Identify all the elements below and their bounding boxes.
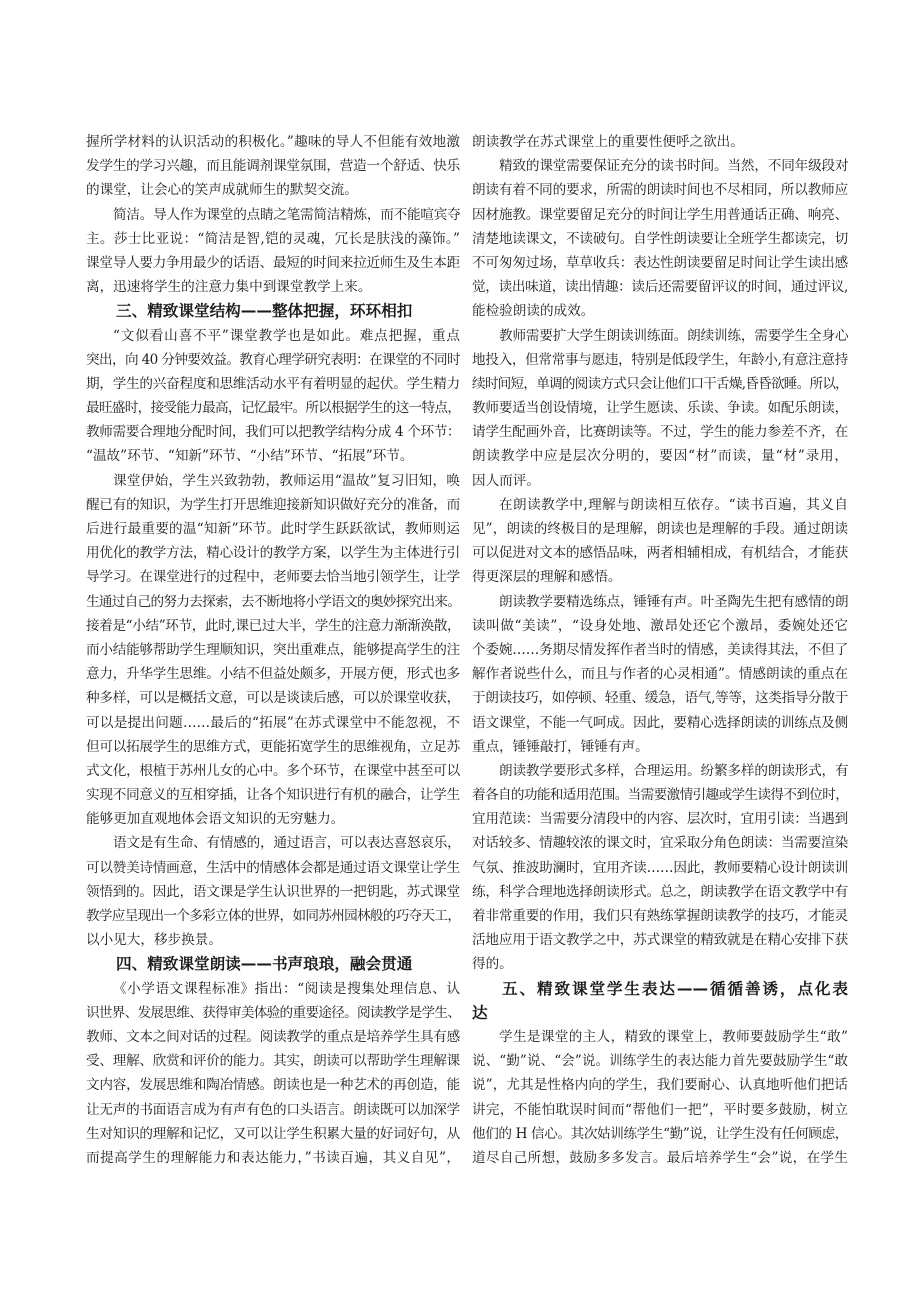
text-line: 在朗读教学中,理解与朗读相互依存。“读书百遍，其义自 xyxy=(499,496,848,513)
text-line: 朗读教学要精选练点，锤锤有声。叶圣陶先生把有感情的朗 xyxy=(499,593,848,610)
text-line: 导学习。在课堂进行的过程中，老师要去恰当地引领学生，让学 xyxy=(86,569,460,586)
text-line: 学生是课堂的主人，精致的课堂上，教师要鼓励学生“敢” xyxy=(499,1028,848,1045)
text-line: 五、精致课堂学生表达——循循善诱，点化表 xyxy=(502,979,848,998)
text-line: 离，迅速将学生的注意力集中到课堂教学上来。 xyxy=(86,279,372,296)
text-line: 领悟到的。因此，语文课是学生认识世界的一把钥匙，苏式课堂 xyxy=(86,883,460,900)
text-line: 着各自的功能和适用范围。当需要激情引趣或学生读得不到位时， xyxy=(472,787,848,804)
text-line: 而提高学生的理解能力和表达能力，”书读百遍，其义自见”， xyxy=(86,1149,460,1166)
text-line: 能检验朗读的成效。 xyxy=(472,303,595,320)
paragraph xyxy=(472,1025,848,1170)
text-line: 种多样，可以是概括文意，可以是谈读后感，可以於课堂收获， xyxy=(86,690,460,707)
text-line: 教学应呈现出一个多彩立体的世界，如同苏州园林般的巧夺天工， xyxy=(86,908,460,924)
paragraph xyxy=(86,831,460,952)
text-line: 文内容，发展思维和陶冶情感。朗读也是一种艺术的再创造，能 xyxy=(86,1077,460,1094)
text-line: 得更深层的理解和感悟。 xyxy=(472,569,622,586)
text-line: 可以赞美诗情画意，生活中的情感体会都是通过语文课堂让学生 xyxy=(86,859,460,876)
text-line: 实现不同意义的互相穿插，让各个知识进行有机的融合，让学生 xyxy=(86,787,460,804)
text-line: 突出，向 40 分钟要效益。教育心理学研究表明：在课堂的不同时 xyxy=(86,351,460,368)
text-line: 发学生的学习兴趣，而且能调剂课堂氛围，营造一个舒适、快乐 xyxy=(86,158,460,175)
text-line: 但可以拓展学生的思维方式，更能拓宽学生的思维视角，立足苏 xyxy=(86,738,460,755)
text-line: 说”，尤其是性格内向的学生，我们要耐心、认真地听他们把话 xyxy=(472,1077,848,1094)
text-line: 朗读教学中应是层次分明的，要因“材”而读，量“材”录用， xyxy=(472,448,848,465)
section-heading xyxy=(86,299,460,323)
text-line: 后进行最重要的温“知新”环节。此时学生跃跃欲试，教师则运 xyxy=(86,521,460,537)
text-line: 教师需要扩大学生朗读训练面。朗续训练，需要学生全身心 xyxy=(499,327,848,344)
text-line: 《小学语文课程标准》指出：“阅读是搜集处理信息、认 xyxy=(113,980,460,997)
text-line: 请学生配画外音，比赛朗读等。不过，学生的能力参差不齐，在 xyxy=(472,424,848,441)
text-line: 的课堂，让会心的笑声成就师生的默契交流。 xyxy=(86,182,358,199)
text-line: 语文课堂，不能一气呵成。因此，要精心选择朗读的训练点及侧 xyxy=(472,714,848,731)
text-line: 对话较多、情趣较浓的课文时，宜采取分角色朗读：当需要渲染 xyxy=(472,835,848,852)
text-line: 让无声的书面语言成为有声有色的口头语言。朗读既可以加深学 xyxy=(86,1101,460,1118)
text-line: 最旺盛时，接受能力最高，记忆最牢。所以根据学生的这一特点， xyxy=(86,400,460,417)
text-line: 达 xyxy=(472,1003,488,1022)
text-line: 读叫做“美读”，“设身处地、激昂处还它个激昂，委婉处还它 xyxy=(472,617,848,634)
text-line: 式文化，根植于苏州儿女的心中。多个环节，在课堂中甚至可以 xyxy=(86,762,460,779)
text-line: 于朗读技巧，如停顿、轻重、缓急，语气,等等，这类指导分散于 xyxy=(472,690,848,707)
text-line: 语文是有生命、有情感的，通过语言，可以表达喜怒哀乐， xyxy=(113,835,460,852)
text-line: 着非常重要的作用，我们只有熟练掌握朗读教学的技巧，才能灵 xyxy=(472,908,848,924)
paragraph xyxy=(86,469,460,832)
paragraph xyxy=(472,590,848,759)
text-line: 可以促进对文本的感悟品味，两者相辅相成，有机结合，才能获 xyxy=(472,545,848,562)
text-line: 课堂导人要力争用最少的话语、最短的时间来拉近师生及生本距 xyxy=(86,254,460,271)
text-line: 因人而评。 xyxy=(472,472,540,489)
text-line: 四、精致课堂朗读——书声琅琅，融会贯通 xyxy=(116,955,413,974)
text-line: 活地应用于语文教学之中，苏式课堂的精致就是在精心安排下获 xyxy=(472,932,848,949)
text-line: 个委婉……务期尽情发挥作者当时的情感，美读得其法，不但了 xyxy=(472,641,848,658)
text-line: 教师要适当创设情境，让学生愿读、乐读、争读。如配乐朗读， xyxy=(472,400,848,417)
text-line: “温故”环节、“知新”环节、“小结”环节、“拓展”环节。 xyxy=(86,448,414,465)
paragraph xyxy=(472,759,848,977)
text-line: 三、精致课堂结构——整体把握，环环相扣 xyxy=(116,302,413,321)
text-line: 道尽自己所想，鼓励多多发言。最后培养学生“会”说，在学生 xyxy=(472,1149,848,1166)
text-line: 说、“勤”说、“会”说。训练学生的表达能力首先要鼓励学生“敢 xyxy=(472,1053,848,1070)
text-line: 用优化的教学方法，精心设计的教学方案，以学生为主体进行引 xyxy=(86,545,460,562)
text-line: 精致的课堂需要保证充分的读书时间。当然，不同年级段对 xyxy=(499,158,848,175)
text-line: 接着是“小结”环节，此时,课已过大半，学生的注意力渐渐涣散， xyxy=(86,617,460,634)
paragraph xyxy=(86,203,460,300)
text-line: 地投入，但常常事与愿违，特别是低段学生，年龄小,有意注意持 xyxy=(472,351,848,368)
text-line: 期，学生的兴奋程度和思维活动水平有着明显的起伏。学生精力 xyxy=(86,375,460,392)
text-line: 醒已有的知识，为学生打开思维迎接新知识做好充分的准备，而 xyxy=(86,496,460,513)
text-line: 不可匆匆过场，草草收兵：表达性朗读要留足时间让学生读出感 xyxy=(472,254,848,271)
text-line: 教师需要合理地分配时间，我们可以把教学结构分成 4 个环节： xyxy=(86,424,460,441)
text-line: 因材施教。课堂要留足充分的时间让学生用普通话正确、响亮、 xyxy=(472,206,848,223)
text-line: 教师、文本之间对话的过程。阅读教学的重点是培养学生具有感 xyxy=(86,1028,460,1045)
paragraph xyxy=(472,493,848,590)
paragraph xyxy=(86,130,460,203)
text-line: 练，科学合理地选择朗读形式。总之，朗读教学在语文教学中有 xyxy=(472,883,848,900)
section-heading xyxy=(472,977,848,1025)
text-line: 觉，读出味道，读出情趣：读后还需要留评议的时间，通过评议, xyxy=(472,279,848,296)
text-line: 得的。 xyxy=(472,956,513,973)
text-line: 能够更加直观地体会语文知识的无穷魅力。 xyxy=(86,811,345,828)
text-line: 续时间短，单调的阅读方式只会让他们口干舌燥,昏昏欲睡。所以， xyxy=(472,375,848,392)
right-column xyxy=(472,130,848,1170)
text-line: 意力，升华学生思维。小结不但益处颇多，开展方便，形式也多 xyxy=(86,666,460,683)
text-line: 重点，锤锤敲打，锤锤有声。 xyxy=(472,738,649,755)
text-line: 以小见大，移步换景。 xyxy=(86,932,222,949)
text-line: 主。莎士比亚说：“简洁是智,铠的灵魂，冗长是肤浅的藻饰。” xyxy=(86,230,460,247)
text-line: 课堂伊始，学生兴致勃勃，教师运用“温故”复习旧知，唤 xyxy=(113,472,460,489)
text-line: 气氛、推波助澜时，宜用齐读……因此，教师要精心设计朗读训 xyxy=(472,859,848,876)
text-line: 识世界、发展思维、获得审美体验的重要途径。阅读教学是学生、 xyxy=(86,1004,460,1021)
left-column xyxy=(86,130,460,1170)
text-line: 朗读教学要形式多样，合理运用。纷繁多样的朗读形式，有 xyxy=(499,762,848,779)
text-line: 简洁。导人作为课堂的点睛之笔需简洁精炼，而不能喧宾夺 xyxy=(113,206,460,223)
text-line: 握所学材料的认识活动的积极化。”趣味的导人不但能有效地激 xyxy=(86,134,460,150)
text-line: 可以是提出问题……最后的“拓展”在苏式课堂中不能忽视，不 xyxy=(86,714,460,731)
text-line: 讲完，不能怕耽误时间而“帮他们一把”，平时要多鼓励，树立 xyxy=(472,1101,848,1118)
text-line: “文似看山喜不平”课堂教学也是如此。难点把握，重点 xyxy=(113,327,460,344)
paragraph xyxy=(86,977,460,1171)
text-line: 宜用范读：当需要分清段中的内容、层次时，宜用引读：当遇到 xyxy=(472,811,848,828)
section-heading xyxy=(86,952,460,976)
text-line: 受、理解、欣赏和评价的能力。其实，朗读可以帮助学生理解课 xyxy=(86,1053,460,1070)
paragraph xyxy=(472,324,848,493)
text-line: 生对知识的理解和记忆，又可以让学生积累大量的好词好句，从 xyxy=(86,1125,460,1142)
text-line: 朗读有着不同的要求，所需的朗读时间也不尽相同，所以教师应 xyxy=(472,182,848,199)
paragraph xyxy=(472,130,848,154)
paragraph xyxy=(472,154,848,323)
text-line: 而小结能够帮助学生理顺知识，突出重难点，能够提高学生的注 xyxy=(86,641,460,658)
text-line: 朗读教学在苏式课堂上的重要性便呼之欲出。 xyxy=(472,134,744,150)
text-line: 解作者说些什么，而且与作者的心灵相通”。情感朗读的重点在 xyxy=(472,666,848,683)
text-line: 他们的 H 信心。其次姑训练学生“勤”说，让学生没有任何顾虑， xyxy=(472,1125,848,1142)
text-line: 清楚地读课文，不读破句。自学性朗读要让全班学生都读完，切 xyxy=(472,230,848,247)
paragraph xyxy=(86,324,460,469)
text-line: 生通过自己的努力去探索，去不断地将小学语文的奥妙探究出来。 xyxy=(86,593,460,610)
text-line: 见”，朗读的终极目的是理解，朗读也是理解的手段。通过朗读 xyxy=(472,521,848,537)
